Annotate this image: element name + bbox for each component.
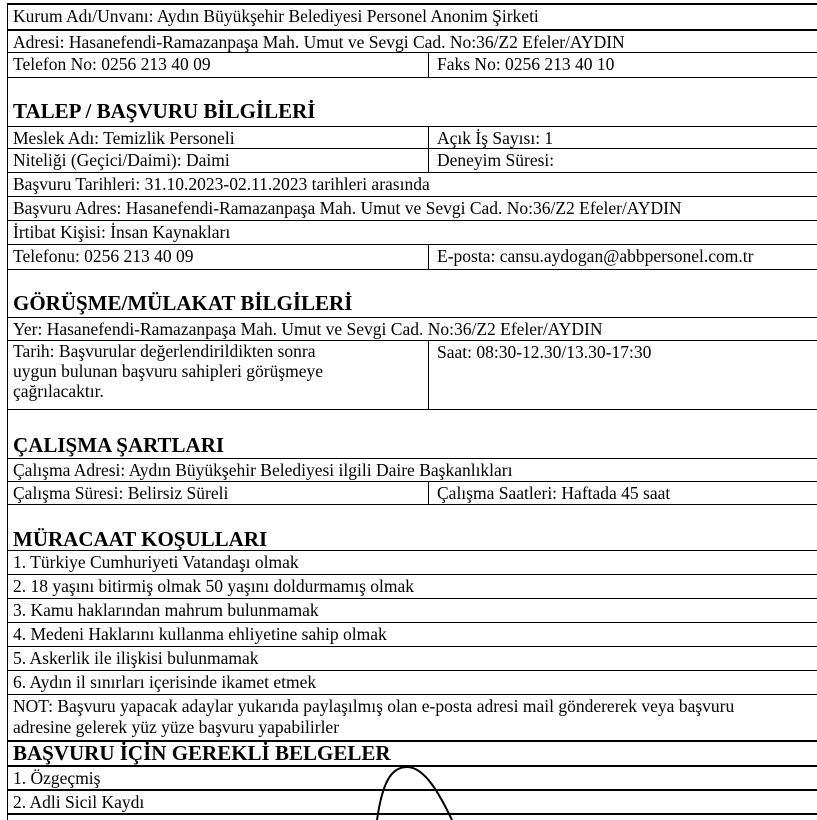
kosul-text: 6. Aydın il sınırları içerisinde ikamet etmek: [13, 672, 317, 692]
calisma-sure-row: [7, 481, 817, 504]
kurum-fax: Faks No: 0256 213 40 10: [437, 54, 615, 74]
basvuru-tarihleri: Başvuru Tarihleri: 31.10.2023-02.11.2023 tarihleri arasında: [13, 174, 430, 194]
acik-is-sayisi: Açık İş Sayısı: 1: [437, 128, 554, 148]
kosul-item: [7, 670, 817, 694]
calisma-adres-row: [7, 458, 817, 481]
kosul-item: [7, 574, 817, 598]
irtibat-kisisi: İrtibat Kişisi: İnsan Kaynakları: [13, 222, 231, 242]
meslek-row: [7, 126, 817, 148]
belge-text: 1. Özgeçmiş: [13, 768, 101, 788]
yer-row: [7, 317, 817, 340]
kosul-text: 3. Kamu haklarından mahrum bulunmamak: [13, 600, 319, 620]
saat-cell: [428, 341, 651, 409]
gorusme-heading-row: [7, 269, 817, 317]
talep-heading-row: [7, 77, 817, 123]
gorusme-tarih: Tarih: Başvurular değerlendirildikten sonra uygun bulunan başvuru sahipleri görüşmeye çağrılacaktır.: [13, 341, 324, 401]
not-row: [7, 694, 817, 740]
kurum-phone: Telefon No: 0256 213 40 09: [13, 54, 211, 74]
gorusme-yer: Yer: Hasanefendi-Ramazanpaşa Mah. Umut ve Sevgi Cad. No:36/Z2 Efeler/AYDIN: [13, 319, 603, 339]
calisma-adresi: Çalışma Adresi: Aydın Büyükşehir Belediyesi ilgili Daire Başkanlıkları: [13, 460, 513, 480]
calisma-saatleri-cell: [428, 482, 670, 504]
irtibat-row: [7, 220, 817, 244]
tarih-saat-row: [7, 340, 817, 409]
kosul-item: [7, 598, 817, 622]
belgeler-title: BAŞVURU İÇİN GEREKLİ BELGELER: [13, 741, 391, 765]
kurum-contact-row: [7, 52, 817, 77]
basvuru-adres-row: [7, 196, 817, 220]
meslek-adi: Meslek Adı: Temizlik Personeli: [13, 128, 235, 148]
kosul-item: [7, 622, 817, 646]
not-text: NOT: Başvuru yapacak adaylar yukarıda paylaşılmış olan e-posta adresi mail göndererek veya başvuru adresine gelerek yüz yüze başvuru yapabilirler: [13, 696, 735, 737]
kurum-fax-cell: [428, 53, 614, 77]
gorusme-saat: Saat: 08:30-12.30/13.30-17:30: [437, 342, 652, 362]
calisma-suresi: Çalışma Süresi: Belirsiz Süreli: [13, 483, 229, 503]
signature-stroke: [370, 765, 460, 820]
tarihler-row: [7, 172, 817, 196]
kosul-item: [7, 550, 817, 574]
gorusme-title: GÖRÜŞME/MÜLAKAT BİLGİLERİ: [13, 291, 353, 315]
nitelik: Niteliği (Geçici/Daimi): Daimi: [13, 150, 230, 170]
kurum-address-row: [7, 29, 817, 52]
kosul-item: [7, 646, 817, 670]
deneyim-suresi: Deneyim Süresi:: [437, 150, 555, 170]
deneyim-cell: [428, 149, 554, 172]
belge-text: 2. Adli Sicil Kaydı: [13, 792, 145, 812]
kosul-text: 1. Türkiye Cumhuriyeti Vatandaşı olmak: [13, 552, 299, 572]
talep-title: TALEP / BAŞVURU BİLGİLERİ: [13, 99, 316, 123]
eposta[interactable]: E-posta: cansu.aydogan@abbpersonel.com.tr: [437, 246, 754, 266]
calisma-saatleri: Çalışma Saatleri: Haftada 45 saat: [437, 483, 671, 503]
kurum-address: Adresi: Hasanefendi-Ramazanpaşa Mah. Umut ve Sevgi Cad. No:36/Z2 Efeler/AYDIN: [13, 32, 625, 52]
talep-telefon: Telefonu: 0256 213 40 09: [13, 246, 194, 266]
kosul-text: 5. Askerlik ile ilişkisi bulunmamak: [13, 648, 259, 668]
belgeler-heading-row: [7, 740, 817, 765]
talep-contact-row: [7, 244, 817, 269]
eposta-cell[interactable]: [428, 245, 753, 269]
kurum-name-row: [7, 3, 817, 29]
acik-is-cell: [428, 127, 553, 148]
kosul-text: 2. 18 yaşını bitirmiş olmak 50 yaşını doldurmamış olmak: [13, 576, 415, 596]
nitelik-row: [7, 148, 817, 172]
kurum-name: Kurum Adı/Unvanı: Aydın Büyükşehir Belediyesi Personel Anonim Şirketi: [13, 6, 539, 26]
muracaat-heading-row: [7, 504, 817, 550]
kosul-text: 4. Medeni Haklarını kullanma ehliyetine sahip olmak: [13, 624, 387, 644]
calisma-heading-row: [7, 409, 817, 458]
calisma-title: ÇALIŞMA ŞARTLARI: [13, 433, 225, 457]
muracaat-title: MÜRACAAT KOŞULLARI: [13, 527, 268, 551]
basvuru-adres: Başvuru Adres: Hasanefendi-Ramazanpaşa Mah. Umut ve Sevgi Cad. No:36/Z2 Efeler/AYDIN: [13, 198, 682, 218]
